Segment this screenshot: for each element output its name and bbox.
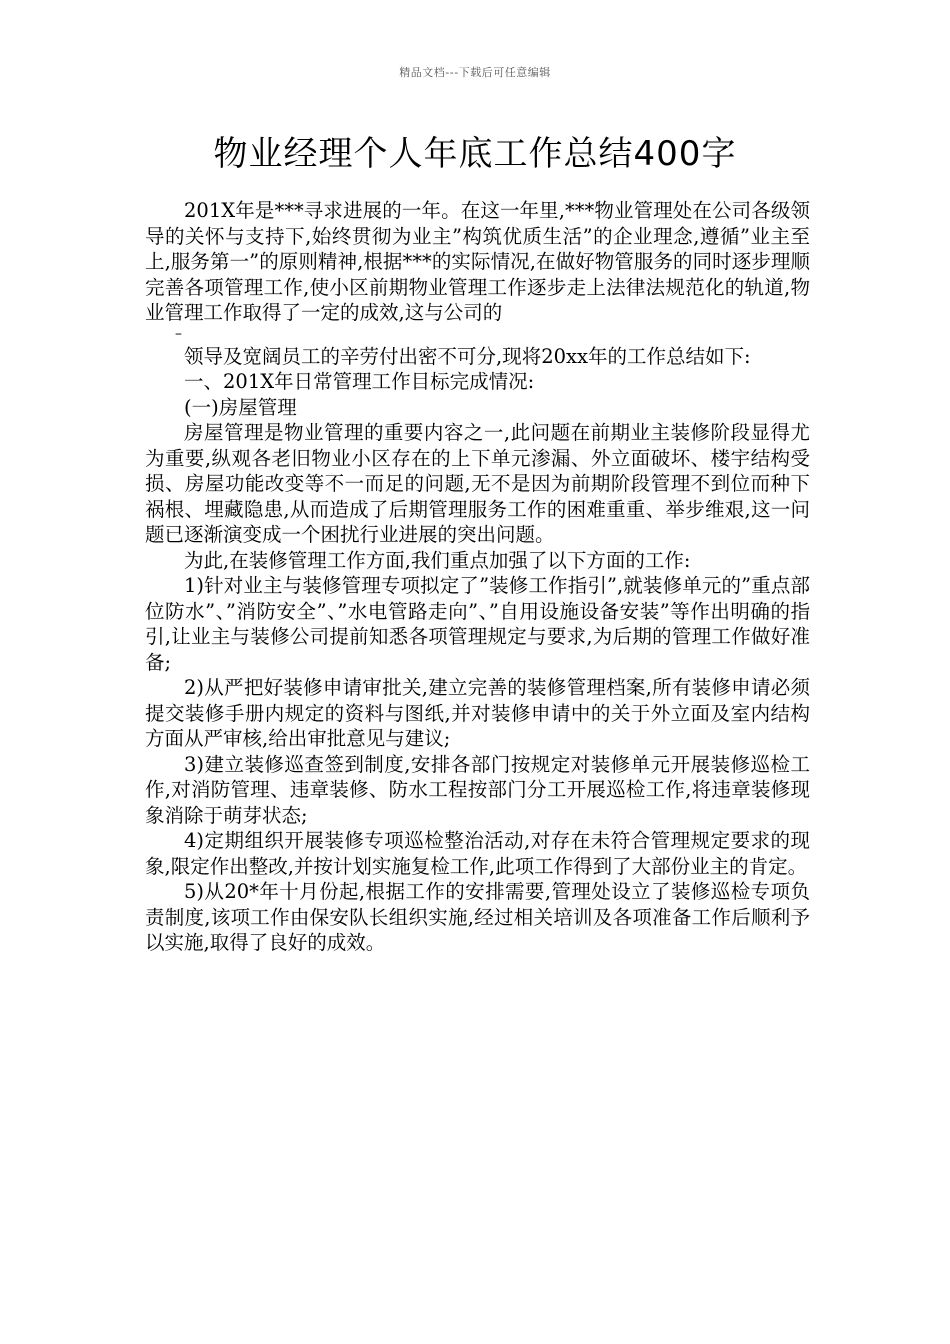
list-item-3: 3)建立装修巡查签到制度,安排各部门按规定对装修单元开展装修巡检工作,对消防管理、违章装修、防水工程按部门分工开展巡检工作,将违章装修现象消除于萌芽状态; <box>145 752 810 827</box>
list-item-1: 1)针对业主与装修管理专项拟定了”装修工作指引”,就装修单元的”重点部位防水”、”消防安全”、”水电管路走向”、”自用设施设备安装”等作出明确的指引,让业主与装修公司提前知悉各项管理规定与要求,为后期的管理工作做好准备; <box>145 574 810 674</box>
list-item-4: 4)定期组织开展装修专项巡检整治活动,对存在未符合管理规定要求的现象,限定作出整改,并按计划实施复检工作,此项工作得到了大部份业主的肯定。 <box>145 829 810 878</box>
paragraph-dash: – <box>175 325 182 342</box>
list-item-5: 5)从20*年十月份起,根据工作的安排需要,管理处设立了装修巡检专项负责制度,该项工作由保安队长组织实施,经过相关培训及各项准备工作后顺利予以实施,取得了良好的成效。 <box>145 880 810 954</box>
paragraph-housing: 房屋管理是物业管理的重要内容之一,此问题在前期业主装修阶段显得尤为重要,纵观各老旧物业小区存在的上下单元渗漏、外立面破坏、楼宇结构受损、房屋功能改变等不一而足的问题,无不是因为前期阶段管理不到位而种下祸根、埋藏隐患,从而造成了后期管理服务工作的困难重重、举步维艰,这一问题已逐渐演变成一个困扰行业进展的突出问题。 <box>145 421 810 546</box>
paragraph-renovation-lead: 为此,在装修管理工作方面,我们重点加强了以下方面的工作: <box>184 548 691 572</box>
document-title: 物业经理个人年底工作总结400字 <box>213 134 737 174</box>
subsection-heading-housing: (一)房屋管理 <box>184 395 297 419</box>
paragraph-summary-lead: 领导及宽阔员工的辛劳付出密不可分,现将20xx年的工作总结如下: <box>184 344 751 368</box>
header-note: 精品文档---下载后可任意编辑 <box>399 66 551 79</box>
document-body <box>145 198 810 956</box>
paragraph-intro: 201X年是***寻求进展的一年。在这一年里,***物业管理处在公司各级领导的关怀与支持下,始终贯彻为业主”构筑优质生活”的企业理念,遵循”业主至上,服务第一”的原则精神,根据***的实际情况,在做好物管服务的同时逐步理顺完善各项管理工作,使小区前期物业管理工作逐步走上法律法规范化的轨道,物业管理工作取得了一定的成效,这与公司的 <box>145 199 810 324</box>
section-heading-1: 一、201X年日常管理工作目标完成情况: <box>184 370 535 393</box>
list-item-2: 2)从严把好装修申请审批关,建立完善的装修管理档案,所有装修申请必须提交装修手册内规定的资料与图纸,并对装修申请中的关于外立面及室内结构方面从严审核,给出审批意见与建议; <box>145 676 810 750</box>
